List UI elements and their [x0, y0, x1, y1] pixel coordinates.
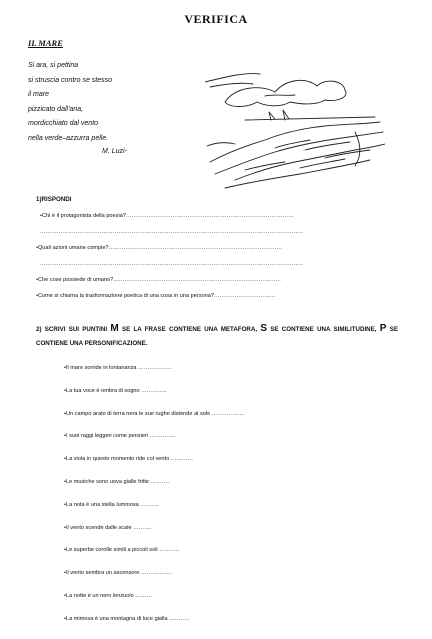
question-line: •Come si chiama la trasformazione poetica di una cosa in una persona?…………………………… [36, 293, 276, 299]
section2-text: SE LA FRASE CONTIENE UNA METAFORA, [118, 326, 261, 333]
section2-text: SCRIVI SUI PUNTINI [44, 326, 111, 333]
sentence-item: •Un campo arato di terra nera le sue rughe distende al sole ……………... [64, 410, 245, 417]
poem-author: M. Luzi- [102, 147, 127, 155]
answer-line: …………………………………………………………………………………………………………………………… [40, 229, 303, 235]
sentence-item: •La nota è una stella luminosa ………. [64, 501, 159, 508]
poem-line: il mare [28, 91, 50, 99]
question-line: •Chi è il protagonista della poesia?……………………………………………………………………………… [40, 213, 294, 219]
sentence-item: •I suoi raggi leggeri come pensieri ………….. [64, 433, 176, 440]
section2-instructions [36, 322, 398, 351]
sentence-item: •La viola in questo momento ride col vento ………… [64, 456, 194, 463]
sentence-item: •Le superbe corolle simili a piccoli soli ……….. [64, 547, 180, 554]
poem-line: mordicchiato dal vento [28, 120, 99, 128]
sentence-item: •La mimosa è una montagna di luce gialla ……….. [64, 615, 190, 622]
poem-line: Si ara, si pettina [28, 62, 79, 69]
poem [28, 59, 178, 157]
sentence-item: •Le musiche sono uova gialle fritte ………. [64, 478, 169, 485]
poem-line: nella verde–azzurra pelle. [28, 134, 109, 142]
letter-s: S [260, 323, 267, 334]
question-line: •Quali azioni umane compie?………………………………………………………………………………… [36, 245, 282, 251]
section2-text: SE CONTIENE UNA PERSONIFICAZIONE. [36, 326, 398, 347]
section1-title: 1)RISPONDI [36, 196, 72, 203]
poem-line: pizzicato dall'aria, [28, 105, 84, 113]
sentence-item: •Il vento sembra un ascensore …………….. [64, 570, 172, 577]
sentence-item: •Il mare sorride in lontananza ……………… [64, 365, 172, 371]
letter-p: P [379, 323, 387, 334]
sentence-list [64, 365, 244, 639]
section2-number: 2) [36, 326, 42, 333]
poem-title: IL MARE [28, 38, 63, 48]
sea-landscape-illustration [205, 62, 385, 192]
sentence-item: •La notte è un nero lenzuolo ……… [64, 592, 153, 599]
poem-line: si struscia contro se stesso [28, 76, 113, 84]
sentence-item: •Il vento scende dalle scale ………. [64, 524, 152, 531]
section2-text: SE CONTIENE UNA SIMILITUDINE, [267, 326, 380, 333]
page-title: VERIFICA [184, 12, 248, 26]
letter-m: M [110, 323, 119, 334]
answer-line: …………………………………………………………………………………………………………………………… [40, 261, 303, 267]
sentence-item: •La tua voce è ombra di sogno ………….. [64, 387, 167, 394]
question-line: •Che cose possiede di umano?……………………………………………………………………………… [36, 277, 282, 283]
